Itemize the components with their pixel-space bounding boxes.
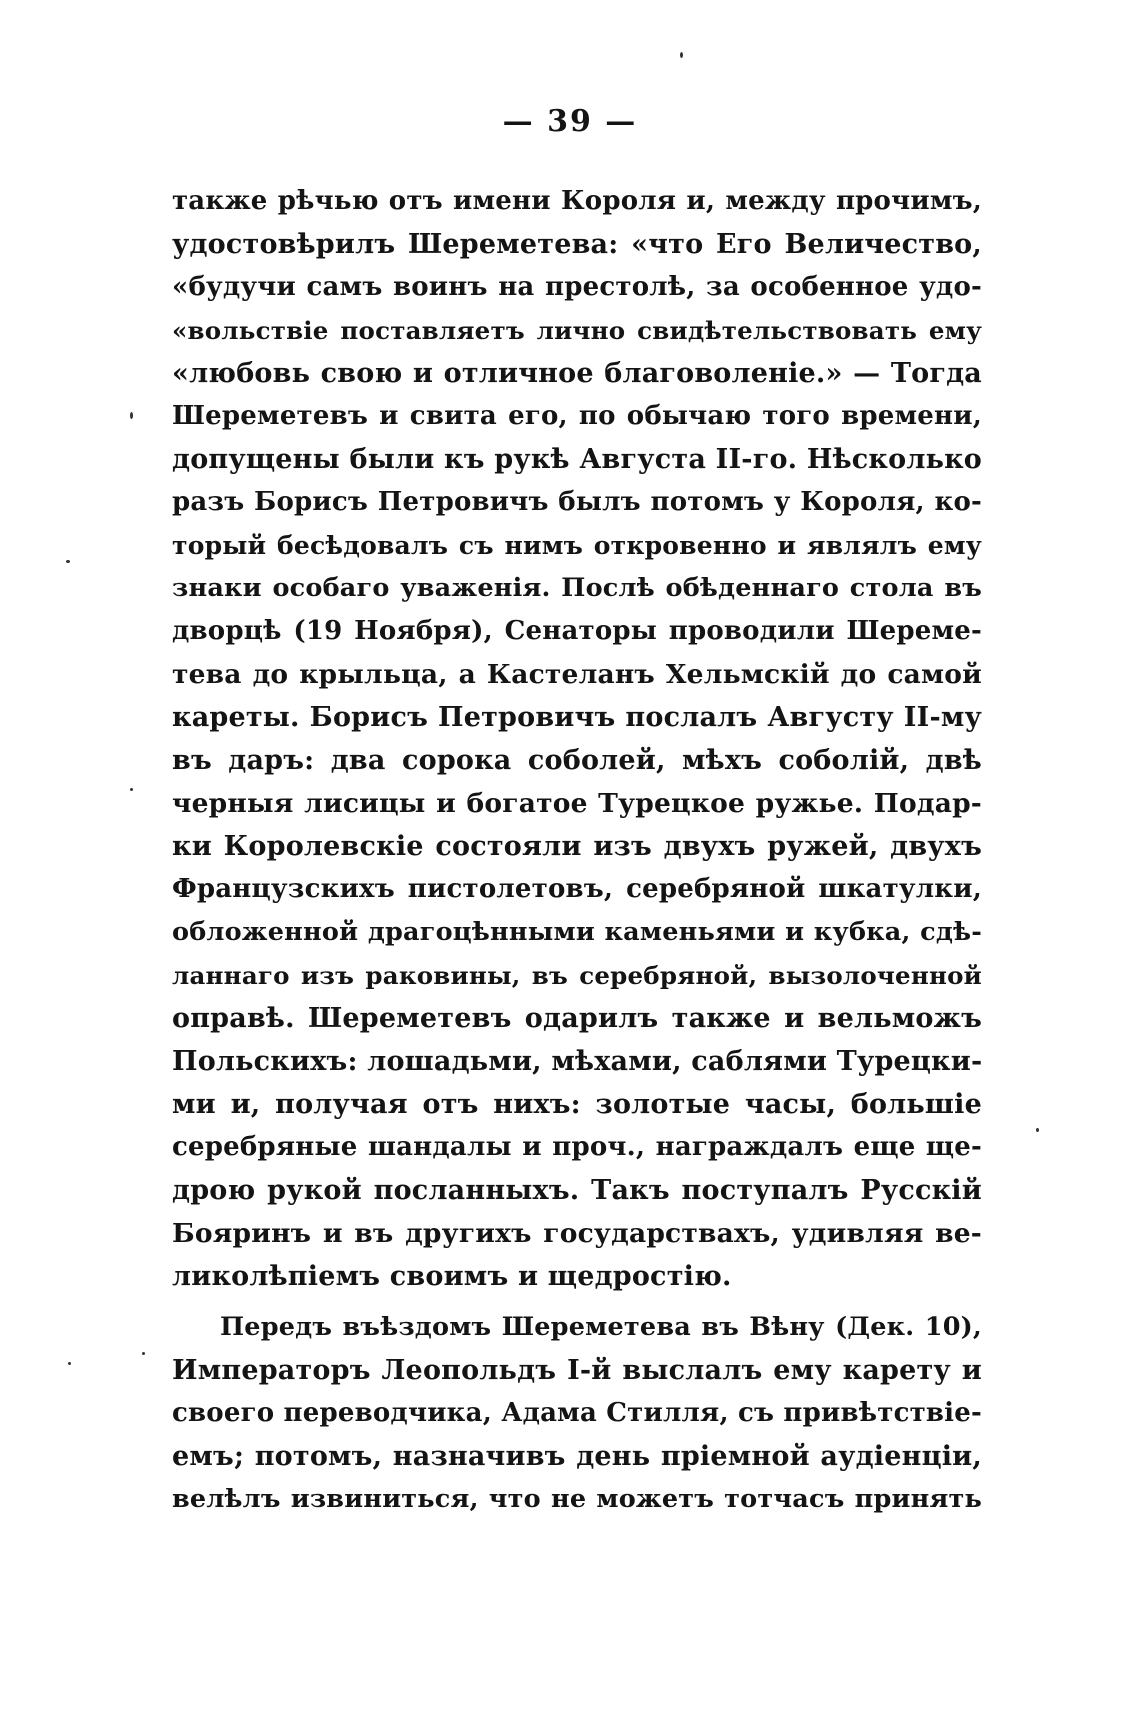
text-line: удостовѣрилъ Шереметева: «что Его Величество,	[172, 229, 982, 260]
text-line: «любовь свою и отличное благоволеніе.» — Тогда	[172, 358, 982, 389]
scan-speck	[68, 1362, 71, 1365]
text-line: ми и, получая отъ нихъ: золотые часы, большіе	[172, 1089, 982, 1120]
text-line: Польскихъ: лошадьми, мѣхами, саблями Турецки-	[172, 1046, 983, 1077]
text-line: также рѣчью отъ имени Короля и, между прочимъ,	[172, 186, 982, 216]
paragraph-1	[172, 180, 982, 1298]
text-line: дворцѣ (19 Ноября), Сенаторы проводили Шереме-	[172, 616, 982, 646]
paragraph-gap	[172, 1298, 982, 1306]
text-line: велѣлъ извиниться, что не можетъ тотчасъ принять	[172, 1484, 982, 1514]
scan-speck	[130, 412, 133, 419]
text-line: своего переводчика, Адама Стилля, съ привѣтствіе-	[172, 1398, 982, 1428]
body-text	[172, 180, 982, 1521]
text-line: тева до крыльца, а Кастеланъ Хельмскій до самой	[172, 659, 982, 690]
text-line: дрою рукой посланныхъ. Такъ поступалъ Русскій	[172, 1175, 982, 1206]
text-line: серебряные шандалы и проч., награждалъ еще ще-	[172, 1132, 982, 1162]
page-number: — 39 —	[502, 104, 638, 139]
text-line: Императоръ Леопольдъ I-й выслалъ ему карету и	[172, 1355, 982, 1386]
scan-speck	[680, 52, 683, 58]
text-line: ки Королевскіе состояли изъ двухъ ружей, двухъ	[172, 831, 982, 862]
text-line: знаки особаго уваженія. Послѣ обѣденнаго стола въ	[172, 573, 982, 603]
text-line: емъ; потомъ, назначивъ день пріемной аудіенціи,	[172, 1441, 982, 1472]
text-line: Французскихъ пистолетовъ, серебряной шкатулки,	[172, 874, 982, 904]
text-line: въ даръ: два сорока соболей, мѣхъ соболій, двѣ	[172, 745, 982, 776]
text-line: «вольствіе поставляетъ лично свидѣтельствовать ему	[172, 316, 982, 345]
text-line: «будучи самъ воинъ на престолѣ, за особенное удо-	[172, 272, 982, 302]
text-line: Бояринъ и въ другихъ государствахъ, удивляя ве-	[172, 1218, 982, 1249]
scan-speck	[130, 788, 133, 791]
scan-speck	[1036, 1128, 1039, 1132]
scan-speck	[142, 1352, 145, 1355]
text-line: ликолѣпіемъ своимъ и щедростію.	[172, 1261, 732, 1292]
text-line: ланнаго изъ раковины, въ серебряной, вызолоченной	[172, 961, 982, 990]
text-line: оправѣ. Шереметевъ одарилъ также и вельможъ	[172, 1003, 982, 1034]
text-line: черныя лисицы и богатое Турецкое ружье. Подар-	[172, 788, 982, 819]
text-line: допущены были къ рукѣ Августа II-го. Нѣсколько	[172, 444, 982, 475]
text-line: торый бесѣдовалъ съ нимъ откровенно и являлъ ему	[172, 531, 982, 560]
scan-speck	[66, 560, 70, 563]
text-line: Передъ въѣздомъ Шереметева въ Вѣну (Дек. 10),	[220, 1312, 982, 1342]
text-line: Шереметевъ и свита его, по обычаю того времени,	[172, 401, 982, 431]
text-line: кареты. Борисъ Петровичъ послалъ Августу II-му	[172, 702, 982, 733]
text-line: разъ Борисъ Петровичъ былъ потомъ у Короля, ко-	[172, 487, 982, 517]
text-line: обложенной драгоцѣнными каменьями и кубка, сдѣ-	[172, 917, 982, 947]
paragraph-2	[172, 1306, 982, 1521]
